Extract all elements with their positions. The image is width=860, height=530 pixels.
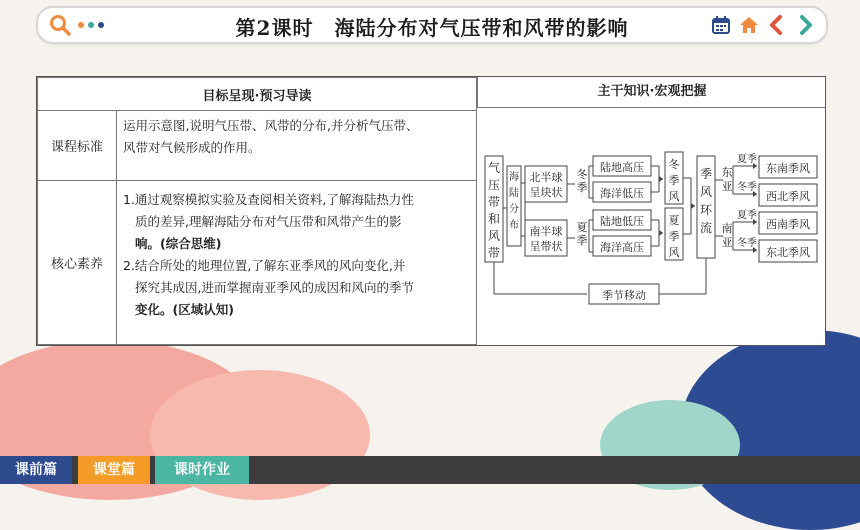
tab-in-class[interactable]: 课堂篇 bbox=[78, 456, 150, 484]
north-label: 北半球 bbox=[529, 171, 563, 184]
south-label: 南半球 bbox=[529, 225, 563, 238]
pressure-label: 海洋低压 bbox=[600, 187, 644, 200]
root-label: 和 bbox=[487, 212, 501, 226]
objectives-table bbox=[37, 77, 477, 345]
tab-pre-class[interactable]: 课前篇 bbox=[0, 456, 72, 484]
winter-label: 季 bbox=[576, 181, 588, 194]
row-label-literacy: 核心素养 bbox=[38, 181, 117, 345]
row-content-standard bbox=[117, 111, 477, 181]
text-line: 1.通过观察模拟实验及查阅相关资料,了解海陆热力性 bbox=[123, 192, 414, 207]
arrow-head bbox=[691, 203, 695, 209]
winter-monsoon-label: 冬 bbox=[668, 158, 680, 171]
home-icon[interactable] bbox=[738, 14, 760, 36]
text-line: 变化。(区域认知) bbox=[135, 302, 234, 317]
table-header-left: 目标呈现·预习导读 bbox=[38, 78, 477, 111]
south-label: 呈带状 bbox=[529, 240, 563, 253]
top-bar bbox=[36, 6, 828, 44]
pressure-label: 陆地高压 bbox=[600, 161, 644, 174]
bottom-nav-bar bbox=[0, 456, 860, 484]
root-label: 带 bbox=[487, 246, 501, 260]
summer-monsoon-label: 风 bbox=[668, 246, 680, 259]
winter-monsoon-label: 风 bbox=[668, 190, 680, 203]
root-label: 风 bbox=[487, 229, 501, 243]
previous-arrow-icon[interactable] bbox=[766, 14, 788, 36]
next-arrow-icon[interactable] bbox=[794, 14, 816, 36]
summer-monsoon-label: 季 bbox=[668, 230, 680, 243]
text-line: 运用示意图,说明气压带、风带的分布,并分析气压带、 bbox=[123, 118, 419, 133]
monsoon-circulation-label: 环 bbox=[699, 203, 713, 217]
text-line: 质的差异,理解海陆分布对气压带和风带产生的影 bbox=[135, 214, 402, 229]
root-label: 气 bbox=[487, 161, 501, 175]
monsoon-circulation-label: 流 bbox=[699, 221, 713, 235]
page-title: 第2课时 海陆分布对气压带和风带的影响 bbox=[235, 16, 629, 40]
winter-label: 冬 bbox=[576, 168, 588, 181]
east-asia-label: 东 bbox=[721, 166, 733, 179]
pressure-label: 海洋高压 bbox=[600, 241, 644, 254]
summer-monsoon-label: 夏 bbox=[668, 214, 680, 227]
mid-label: 布 bbox=[509, 220, 519, 231]
wind-label: 东北季风 bbox=[766, 246, 810, 259]
text-line: 2.结合所处的地理位置,了解东亚季风的风向变化,并 bbox=[123, 258, 406, 273]
table-header-right: 主干知识·宏观把握 bbox=[477, 77, 826, 108]
mid-label: 分 bbox=[509, 204, 519, 215]
east-asia-label: 亚 bbox=[721, 180, 733, 193]
calendar-icon[interactable] bbox=[710, 14, 732, 36]
row-label-standard: 课程标准 bbox=[38, 111, 117, 181]
season-label: 冬季 bbox=[737, 238, 757, 249]
root-label: 带 bbox=[487, 195, 501, 209]
text-line: 响。(综合思维) bbox=[135, 236, 222, 251]
arrow-head bbox=[659, 176, 663, 182]
pressure-label: 陆地低压 bbox=[600, 215, 644, 228]
summer-label: 季 bbox=[576, 234, 588, 247]
winter-monsoon-label: 季 bbox=[668, 174, 680, 187]
south-asia-label: 亚 bbox=[721, 236, 733, 249]
season-label: 冬季 bbox=[737, 182, 757, 193]
wind-label: 东南季风 bbox=[766, 162, 810, 175]
content-panel bbox=[36, 76, 826, 346]
mid-label: 陆 bbox=[509, 188, 519, 199]
arrow-head bbox=[659, 230, 663, 236]
season-label: 夏季 bbox=[737, 154, 757, 165]
tab-homework[interactable]: 课时作业 bbox=[155, 456, 249, 484]
monsoon-circulation-label: 季 bbox=[699, 167, 713, 181]
root-label: 压 bbox=[487, 178, 501, 192]
monsoon-circulation-label: 风 bbox=[699, 185, 713, 199]
season-label: 夏季 bbox=[737, 210, 757, 221]
wind-label: 西南季风 bbox=[766, 218, 810, 231]
north-label: 呈块状 bbox=[529, 186, 563, 199]
row-content-literacy bbox=[117, 181, 477, 345]
south-asia-label: 南 bbox=[721, 222, 733, 235]
season-movement-label: 季节移动 bbox=[602, 289, 646, 302]
mid-label: 海 bbox=[509, 172, 519, 183]
top-right-controls bbox=[710, 14, 816, 36]
text-line: 探究其成因,进而掌握南亚季风的成因和风向的季节 bbox=[135, 280, 414, 295]
summer-label: 夏 bbox=[576, 221, 588, 234]
text-line: 风带对气候形成的作用。 bbox=[123, 140, 261, 155]
knowledge-diagram bbox=[477, 108, 825, 345]
wind-label: 西北季风 bbox=[766, 190, 810, 203]
